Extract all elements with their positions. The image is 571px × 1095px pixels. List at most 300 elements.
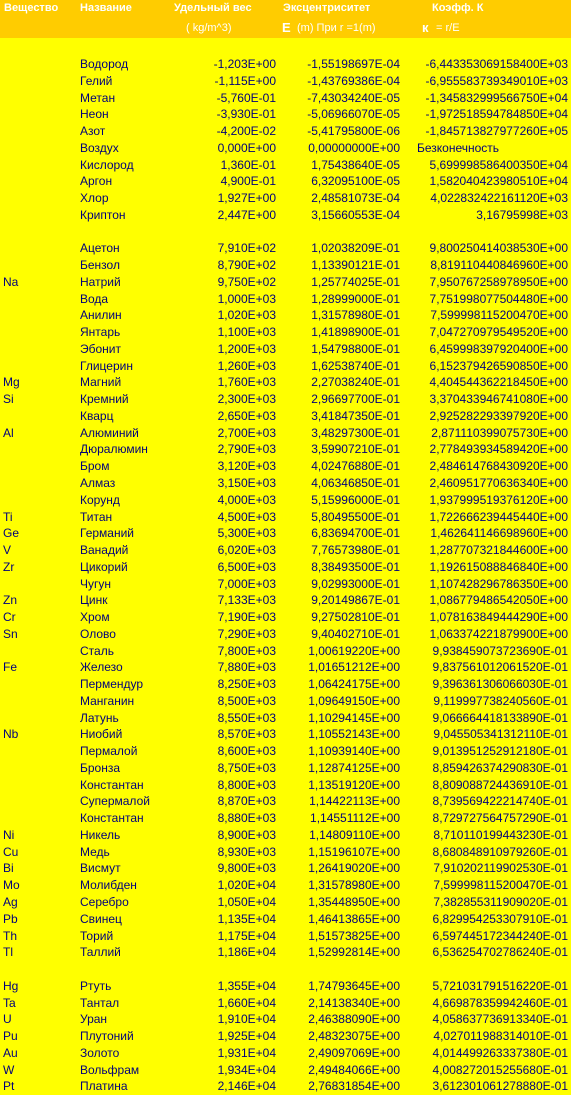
substance-name: Корунд [80,492,120,507]
table-row [0,190,571,207]
coefficient-value: 9,119997738240560E-01 [433,693,568,708]
substance-name: Висмут [80,861,121,876]
substance-name: Свинец [80,911,122,926]
table-row [0,760,571,777]
eccentricity-value: 2,96697700E-01 [311,392,400,407]
density-value: -4,200E-02 [216,124,276,139]
table-row [0,291,571,308]
coefficient-value: 2,484614768430920E+00 [429,459,568,474]
substance-name: Манганин [80,693,135,708]
eccentricity-value: 1,62538740E-01 [311,358,400,373]
eccentricity-value: -5,41795800E-06 [307,124,400,139]
coefficient-value: 4,058637736913340E-01 [432,1012,568,1027]
table-row [0,106,571,123]
density-value: 1,186E+04 [217,945,276,960]
element-symbol: Pu [3,1029,18,1044]
coefficient-value: 9,013951252912180E-01 [432,744,568,759]
eccentricity-value: 1,01651212E+00 [308,660,400,675]
eccentricity-value: 4,02476880E-01 [311,459,400,474]
density-value: 5,300E+03 [217,526,276,541]
substance-name: Алмаз [80,476,116,490]
eccentricity-value: 1,14422113E+00 [309,794,400,809]
header-symbol: Вещество [4,2,59,14]
table-row [0,710,571,727]
header-coef-formula: = r/E [436,22,460,34]
eccentricity-value: -5,06966070E-05 [307,107,400,122]
eccentricity-value: 1,28999000E-01 [311,291,400,306]
eccentricity-value: 3,15660553E-04 [311,207,400,222]
density-value: 1,660E+04 [217,995,276,1010]
table-row [0,509,571,526]
eccentricity-value: 3,41847350E-01 [311,408,400,423]
eccentricity-value: 3,48297300E-01 [311,425,400,440]
substance-name: Метан [80,90,116,105]
table-row [0,324,571,341]
coefficient-value: 2,778493934589420E+00 [429,442,568,457]
substance-name: Бронза [80,760,121,775]
coefficient-value: 7,047270979549520E+00 [429,325,568,340]
substance-name: Дюралюмин [80,442,148,457]
coefficient-value: 4,014499263337380E-01 [432,1045,568,1060]
density-value: 8,880E+03 [217,811,276,826]
substance-name: Супермалой [80,794,150,809]
substance-name: Бром [80,459,110,474]
table-row [0,894,571,911]
element-symbol: Fe [3,660,18,675]
table-row [0,73,571,90]
density-value: -3,930E-01 [216,107,276,122]
table-row [0,860,571,877]
eccentricity-value: 1,13519120E+00 [308,777,400,792]
density-value: 9,750E+02 [217,274,276,289]
density-value: -1,203E+00 [213,57,276,71]
header-coef-symbol: к [422,20,429,35]
eccentricity-value: 6,32095100E-05 [311,174,400,189]
coefficient-value: 5,699998586400350E+04 [429,157,568,172]
element-symbol: Zr [3,559,15,574]
table-row [0,408,571,425]
substance-name: Кремний [80,392,129,407]
substance-name: Бензол [80,258,120,273]
coefficient-value: 7,910202119902530E-01 [433,861,568,876]
coefficient-value: 4,022832422161120E+03 [430,191,568,206]
table-row [0,425,571,442]
coefficient-value: 2,871110399075730E+00 [431,425,568,440]
coefficient-value: 3,612301061278880E-01 [432,1079,568,1094]
table-row [0,810,571,827]
substance-name: Сталь [80,643,114,658]
table-row [0,793,571,810]
density-value: 7,000E+03 [217,576,276,591]
coefficient-value: -1,845713827977260E+05 [425,124,568,139]
substance-name: Цикорий [80,559,128,574]
eccentricity-value: 1,14551112E+00 [310,811,400,826]
eccentricity-value: 1,10294145E+00 [308,710,400,725]
substance-name: Константан [80,811,144,826]
coefficient-value: 1,107428296786350E+00 [429,576,568,591]
element-symbol: Ge [3,526,20,541]
table-row [0,358,571,375]
element-symbol: Al [3,425,14,440]
eccentricity-value: 2,46388090E+00 [308,1012,400,1027]
table-row [0,626,571,643]
coefficient-value: 8,680848910979260E-01 [432,844,568,859]
coefficient-value: 8,859426374290830E-01 [432,760,568,775]
eccentricity-value: 1,15196107E+00 [308,844,400,859]
substance-name: Ацетон [80,241,120,256]
substance-name: Гелий [80,73,113,88]
table-row [0,492,571,509]
coefficient-value: 9,837561012061520E-01 [432,660,568,675]
density-value: 8,550E+03 [217,710,276,725]
coefficient-value: 1,582040423980510E+04 [429,174,568,189]
coefficient-value: 3,16795998E+03 [476,207,568,222]
density-value: 8,800E+03 [217,777,276,792]
coefficient-value: 4,404544362218450E+00 [429,375,568,390]
table-row [0,1011,571,1028]
coefficient-value: 7,599998115200470E-01 [433,878,568,893]
substance-name: Уран [80,1012,108,1027]
density-value: 7,133E+03 [217,593,276,608]
substance-name: Кислород [80,157,134,172]
coefficient-value: 9,396361306066030E-01 [432,677,568,692]
table-row [0,274,571,291]
density-value: 1,200E+03 [217,341,276,356]
substance-name: Медь [80,844,110,859]
coefficient-value: 4,669878359942460E-01 [432,995,568,1010]
eccentricity-value: 2,14138340E+00 [308,995,400,1010]
coefficient-value: 9,045505341312110E-01 [433,727,568,742]
coefficient-value: 6,829954253307910E-01 [432,911,568,926]
eccentricity-value: 2,49484066E+00 [308,1062,400,1077]
table-row [0,391,571,408]
substance-name: Анилин [80,308,122,323]
eccentricity-value: 1,12874125E+00 [308,760,400,775]
substance-name: Воздух [80,140,119,155]
eccentricity-value: 8,38493500E-01 [311,559,400,574]
density-value: 7,800E+03 [217,643,276,658]
eccentricity-value: 1,35448950E+00 [308,895,400,909]
coefficient-value: 1,063374221879900E+00 [429,626,568,641]
coefficient-value: 1,192615088846840E+00 [429,559,568,574]
density-value: 1,020E+03 [217,308,276,323]
table-row [0,592,571,609]
coefficient-value: 7,599998115200470E+00 [430,308,568,323]
coefficient-value: 8,739569422214740E-01 [432,794,568,809]
element-symbol: Pt [3,1079,15,1094]
substance-name: Криптон [80,207,126,222]
element-symbol: Si [3,392,14,407]
density-value: 1,760E+03 [217,375,276,390]
density-value: 8,870E+03 [217,794,276,809]
eccentricity-value: 9,27502810E-01 [311,610,400,625]
table-row [0,307,571,324]
table-row [0,609,571,626]
table-row [0,441,571,458]
substance-name: Ниобий [80,727,123,742]
header-name: Название [80,2,132,14]
eccentricity-value: 1,74793645E+00 [308,978,400,993]
eccentricity-value: 0,00000000E+00 [308,140,400,155]
element-symbol: Pb [3,911,18,926]
table-row [0,827,571,844]
table-row [0,525,571,542]
substance-name: Пермендур [80,677,144,692]
substance-name: Хром [80,610,110,625]
substance-name: Никель [80,827,121,842]
table-row [0,1045,571,1062]
eccentricity-value: -1,55198697E-04 [307,57,400,71]
density-value: 7,880E+03 [217,660,276,675]
substance-name: Янтарь [80,325,121,340]
substance-name: Серебро [80,895,129,909]
eccentricity-value: 1,41898900E-01 [311,325,400,340]
substance-name: Тантал [80,995,120,1010]
table-row [0,374,571,391]
header-ecc-description: (m) При r =1(m) [297,22,376,34]
eccentricity-value: 5,15996000E-01 [311,492,400,507]
eccentricity-value: 1,10552143E+00 [308,727,400,742]
density-value: 2,790E+03 [217,442,276,457]
eccentricity-value: -1,43769386E-04 [307,73,400,88]
eccentricity-value: 1,00619220E+00 [308,643,400,658]
table-row [0,157,571,174]
eccentricity-value: 2,48323075E+00 [308,1029,400,1044]
table-row [0,257,571,274]
table-row [0,458,571,475]
substance-name: Магний [80,375,122,390]
coefficient-value: 5,721031791516220E-01 [432,978,568,993]
header-density: Удельный вес [174,2,252,14]
substance-name: Кварц [80,408,114,423]
density-value: 8,500E+03 [217,693,276,708]
table-row [0,978,571,995]
eccentricity-value: 1,25774025E-01 [311,274,400,289]
density-value: -5,760E-01 [216,90,276,105]
density-value: 1,925E+04 [217,1029,276,1044]
density-value: 8,250E+03 [217,677,276,692]
eccentricity-value: 1,02038209E-01 [311,241,400,256]
element-symbol: Mg [3,375,20,390]
element-symbol: Na [3,274,19,289]
density-value: 1,100E+03 [217,325,276,340]
density-value: 1,355E+04 [217,978,276,993]
density-value: 8,790E+02 [217,258,276,273]
eccentricity-value: 5,80495500E-01 [311,509,400,524]
table-row [0,173,571,190]
density-value: 6,020E+03 [217,543,276,558]
header-coefficient: Коэфф. К [432,2,484,14]
eccentricity-value: 1,46413865E+00 [308,911,400,926]
table-row [0,90,571,107]
coefficient-value: 9,066664418133890E-01 [432,710,568,725]
density-value: 8,750E+03 [217,760,276,775]
substance-name: Эбонит [80,341,121,356]
eccentricity-value: 1,75438640E-05 [311,157,400,172]
substance-name: Ванадий [80,543,129,558]
table-row [0,56,571,73]
coefficient-value: Безконечность [417,140,500,155]
coefficient-value: 7,382855311909020E-01 [433,895,568,909]
density-value: 1,020E+04 [217,878,276,893]
substance-name: Золото [80,1045,120,1060]
element-symbol: Bi [3,861,14,876]
coefficient-value: 2,925282293397920E+00 [429,408,568,423]
coefficient-value: 1,086779486542050E+00 [429,593,568,608]
density-value: 2,300E+03 [217,392,276,407]
coefficient-value: 8,729727564757290E-01 [432,811,568,826]
substance-name: Азот [80,124,106,139]
density-value: 6,500E+03 [217,559,276,574]
eccentricity-value: 1,09649150E+00 [308,693,400,708]
table-row [0,995,571,1012]
coefficient-value: 6,459998397920400E+00 [429,341,568,356]
eccentricity-value: 2,76831854E+00 [308,1079,400,1094]
substance-name: Железо [80,660,123,675]
coefficient-value: 9,938459073723690E-01 [432,643,568,658]
table-header [0,0,571,38]
eccentricity-value: -7,43034240E-05 [307,90,400,105]
substance-name: Натрий [80,274,121,289]
substance-name: Титан [80,509,113,524]
table-row [0,928,571,945]
table-row [0,240,571,257]
substance-name: Торий [80,928,114,943]
substance-name: Олово [80,626,116,641]
substance-name: Германий [80,526,134,541]
coefficient-value: 3,370433946741080E+00 [429,392,568,407]
substance-name: Вода [80,291,109,306]
substance-name: Глицерин [80,358,133,373]
table-row [0,341,571,358]
density-value: 3,150E+03 [217,476,276,490]
density-value: 1,931E+04 [217,1045,276,1060]
coefficient-value: 8,710110199443230E-01 [433,827,568,842]
element-symbol: Nb [3,727,19,742]
substance-name: Константан [80,777,144,792]
element-symbol: Hg [3,978,19,993]
substance-name: Ртуть [80,978,112,993]
density-value: 7,190E+03 [217,610,276,625]
eccentricity-value: 9,02993000E-01 [311,576,400,591]
table-row [0,877,571,894]
density-value: 1,360E-01 [220,157,276,172]
eccentricity-value: 1,06424175E+00 [308,677,400,692]
coefficient-value: 9,800250414038530E+00 [429,241,568,256]
density-value: 4,900E-01 [220,174,276,189]
element-symbol: U [3,1012,12,1027]
coefficient-value: -1,345832999566750E+04 [425,90,568,105]
substance-name: Хлор [80,191,109,206]
substance-name: Пермалой [80,744,138,759]
coefficient-value: 8,819110440846960E+00 [430,258,568,273]
element-symbol: Ti [3,509,13,524]
coefficient-value: -6,955583739349010E+03 [425,73,568,88]
table-row [0,659,571,676]
element-symbol: Au [3,1045,18,1060]
substance-name: Неон [80,107,109,122]
table-row [0,475,571,492]
table-row [0,123,571,140]
density-value: 1,000E+03 [217,291,276,306]
coefficient-value: 1,462641146698960E+00 [430,526,568,541]
element-symbol: Th [3,928,18,943]
eccentricity-value: 2,27038240E-01 [311,375,400,390]
header-eccentricity: Эксцентриситет [283,2,371,14]
coefficient-value: 2,460951770636340E+00 [429,476,568,490]
table-row [0,207,571,224]
coefficient-value: 7,950767258978950E+00 [429,274,568,289]
element-symbol: Ag [3,895,18,909]
element-symbol: V [3,543,12,558]
density-value: 4,000E+03 [217,492,276,507]
table-row [0,559,571,576]
eccentricity-value: 1,31578980E-01 [311,308,400,323]
element-symbol: Mo [3,878,20,893]
eccentricity-value: 9,40402710E-01 [311,626,400,641]
eccentricity-value: 1,31578980E+00 [308,878,400,893]
element-symbol: Cu [3,844,19,859]
eccentricity-value: 1,10939140E+00 [308,744,400,759]
density-value: 8,900E+03 [217,827,276,842]
substance-name: Цинк [80,593,108,608]
density-value: 1,910E+04 [217,1012,276,1027]
element-symbol: Ta [3,995,16,1010]
coefficient-value: -1,972518594784850E+04 [425,107,568,122]
eccentricity-value: 3,59907210E-01 [311,442,400,457]
coefficient-value: 1,078163849444290E+00 [429,610,568,625]
table-row [0,576,571,593]
table-row [0,1062,571,1079]
substance-name: Молибден [80,878,137,893]
table-row [0,844,571,861]
eccentricity-value: 4,06346850E-01 [311,476,400,490]
density-value: 1,050E+04 [217,895,276,909]
header-density-unit: ( kg/m^3) [186,22,232,34]
coefficient-value: -6,443353069158400E+03 [425,57,568,71]
eccentricity-value: 6,83694700E-01 [311,526,400,541]
table-row [0,542,571,559]
eccentricity-value: 2,49097069E+00 [308,1045,400,1060]
density-value: 8,930E+03 [217,844,276,859]
table-row [0,1078,571,1095]
table-row [0,693,571,710]
density-value: 4,500E+03 [217,509,276,524]
element-symbol: Cr [3,610,16,625]
eccentricity-value: 2,48581073E-04 [311,191,400,206]
coefficient-value: 1,287707321844600E+00 [429,543,568,558]
eccentricity-value: 7,76573980E-01 [311,543,400,558]
density-value: 8,570E+03 [217,727,276,742]
substance-name: Латунь [80,710,119,725]
eccentricity-value: 1,26419020E+00 [308,861,400,876]
density-value: 7,910E+02 [217,241,276,256]
element-symbol: Zn [3,593,18,608]
coefficient-value: 7,751998077504480E+00 [429,291,568,306]
density-value: 7,290E+03 [217,626,276,641]
substance-name: Чугун [80,576,112,591]
substance-name: Платина [80,1079,128,1094]
density-value: 8,600E+03 [217,744,276,759]
eccentricity-value: 1,14809110E+00 [309,827,400,842]
table-row [0,676,571,693]
element-symbol: W [3,1062,15,1077]
density-value: 2,146E+04 [217,1079,276,1094]
table-row [0,1028,571,1045]
element-symbol: Tl [3,945,13,960]
density-value: 1,260E+03 [217,358,276,373]
table-row [0,743,571,760]
